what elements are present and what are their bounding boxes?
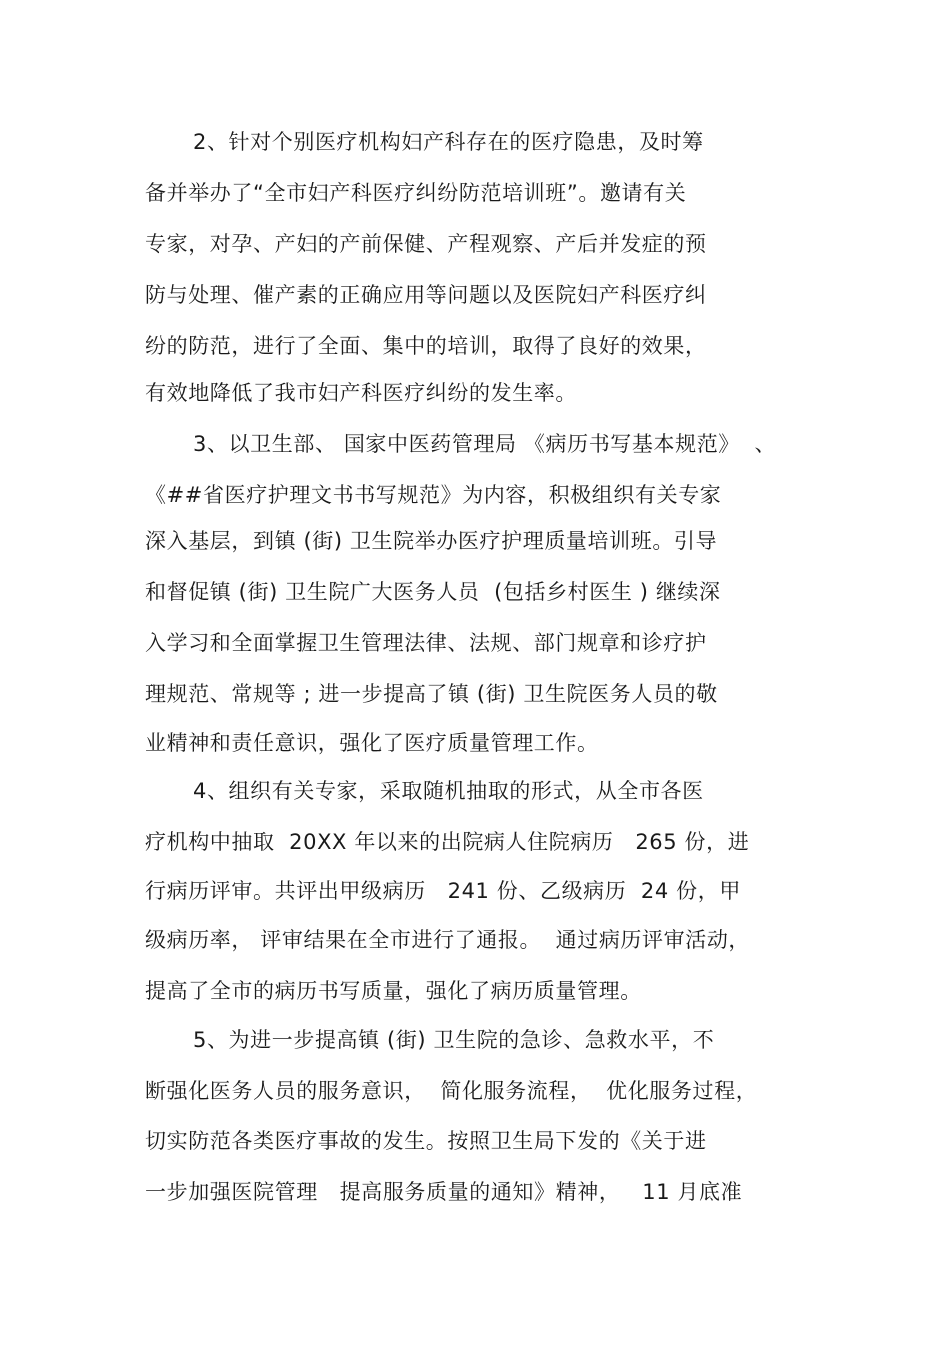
paragraph-5-line-4: 一步加强医院管理 提高服务质量的通知》精神， 11 月底准 — [145, 1180, 743, 1204]
paragraph-3-line-5: 入学习和全面掌握卫生管理法律、法规、部门规章和诊疗护 — [145, 631, 707, 655]
paragraph-2-line-6: 有效地降低了我市妇产科医疗纠纷的发生率。 — [145, 381, 577, 405]
paragraph-4-line-3: 行病历评审。共评出甲级病历 241 份、乙级病历 24 份，甲 — [145, 879, 741, 903]
paragraph-3-line-3: 深入基层，到镇 (街) 卫生院举办医疗护理质量培训班。引导 — [145, 529, 718, 553]
paragraph-3-line-1: 3、以卫生部、 国家中医药管理局 《病历书写基本规范》 、 — [193, 432, 777, 456]
paragraph-4-line-5: 提高了全市的病历书写质量，强化了病历质量管理。 — [145, 979, 642, 1003]
paragraph-4-line-4: 级病历率， 评审结果在全市进行了通报。 通过病历评审活动， — [145, 928, 751, 952]
paragraph-2-line-4: 防与处理、催产素的正确应用等问题以及医院妇产科医疗纠 — [145, 283, 707, 307]
paragraph-3-line-6: 理规范、常规等 ; 进一步提高了镇 (街) 卫生院医务人员的敬 — [145, 682, 718, 706]
paragraph-2-line-3: 专家，对孕、产妇的产前保健、产程观察、产后并发症的预 — [145, 232, 707, 256]
paragraph-4-line-2: 疗机构中抽取 20XX 年以来的出院病人住院病历 265 份，进 — [145, 830, 750, 854]
paragraph-4-line-1: 4、组织有关专家，采取随机抽取的形式，从全市各医 — [193, 779, 704, 803]
paragraph-5-line-3: 切实防范各类医疗事故的发生。按照卫生局下发的《关于进 — [145, 1129, 707, 1153]
paragraph-5-line-2: 断强化医务人员的服务意识， 简化服务流程， 优化服务过程， — [145, 1079, 758, 1103]
paragraph-2-line-5: 纷的防范，进行了全面、集中的培训，取得了良好的效果， — [145, 334, 707, 358]
paragraph-2-line-1: 2、针对个别医疗机构妇产科存在的医疗隐患，及时筹 — [193, 130, 704, 154]
paragraph-3-line-4: 和督促镇 (街) 卫生院广大医务人员 (包括乡村医生 ) 继续深 — [145, 580, 721, 604]
paragraph-3-line-7: 业精神和责任意识，强化了医疗质量管理工作。 — [145, 731, 599, 755]
paragraph-3-line-2: 《##省医疗护理文书书写规范》为内容，积极组织有关专家 — [145, 483, 722, 507]
paragraph-2-line-2: 备并举办了“全市妇产科医疗纠纷防范培训班”。邀请有关 — [145, 181, 687, 205]
paragraph-5-line-1: 5、为进一步提高镇 (街) 卫生院的急诊、急救水平，不 — [193, 1028, 715, 1052]
